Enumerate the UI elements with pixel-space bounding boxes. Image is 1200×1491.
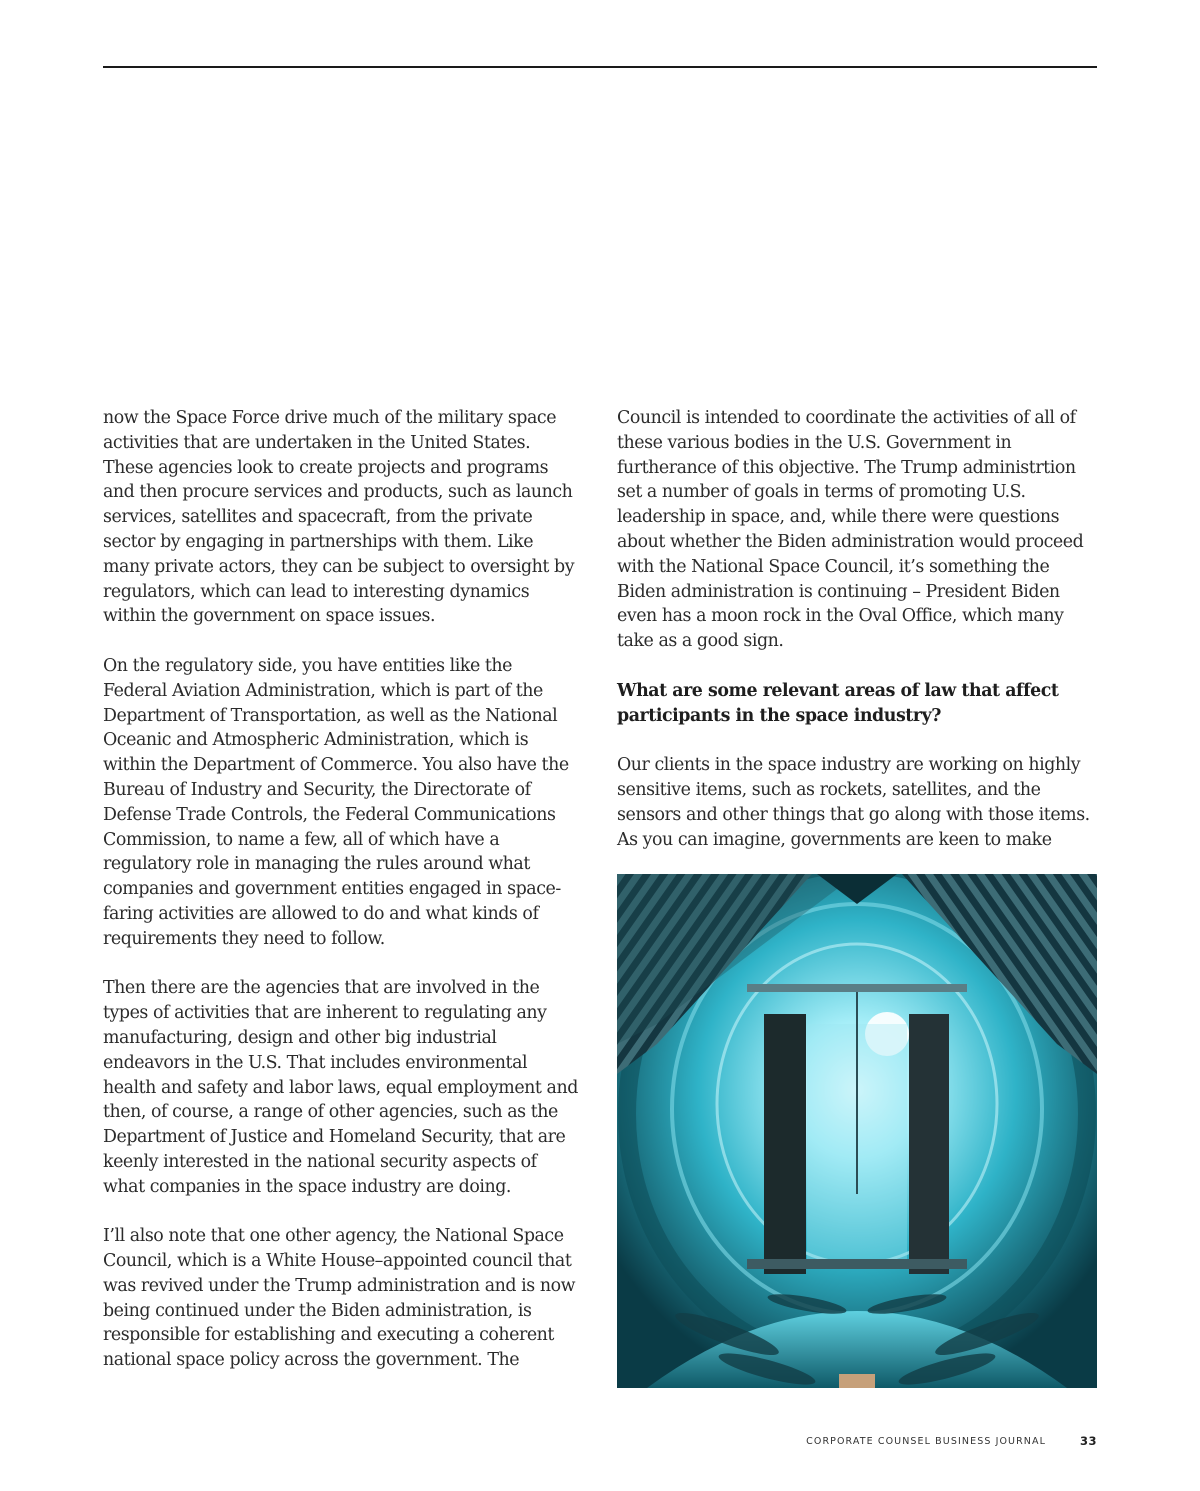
body-paragraph: Then there are the agencies that are involved in the types of activities that are inherent to regulating any manufacturing, design and other big industrial endeavors in the U.S. That includes environmental health and safety and labor laws, equal employment and then, of course, a range of other agencies, such as the Department of Justice and Homeland Security, that are keenly interested in the national security aspects of what companies in the space industry are doing. [103, 978, 578, 1197]
interview-question: What are some relevant areas of law that affect participants in the space industry? [617, 680, 1059, 726]
left-column [103, 406, 579, 1373]
top-rule [103, 66, 1097, 68]
body-paragraph: I’ll also note that one other agency, the National Space Council, which is a White House–appointed council that was revived under the Trump administration and is now being continued under the Biden administration, is responsible for establishing and executing a coherent national space policy across the government. The [103, 1226, 576, 1371]
body-paragraph: now the Space Force drive much of the military space activities that are undertaken in the United States. These agencies look to create projects and programs and then procure services and products, such as launch services, satellites and spacecraft, from the private sector by engaging in partnerships with them. Like many private actors, they can be subject to oversight by regulators, which can lead to interesting dynamics within the government on space issues. [103, 408, 575, 627]
body-paragraph: Council is intended to coordinate the activities of all of these various bodies in the U.S. Government in furtherance of this objective. The Trump administrtion set a number of goals in terms of promoting U.S. leadership in space, and, while there were questions about whether the Biden administration would proceed with the National Space Council, it’s something the Biden administration is continuing – President Biden even has a moon rock in the Oval Office, which many take as a good sign. [617, 408, 1084, 652]
page-number: 33 [1079, 1434, 1097, 1448]
body-paragraph: Our clients in the space industry are working on highly sensitive items, such as rockets, satellites, and the sensors and other things that go along with those items. As you can imagine, governments are keen to make [617, 755, 1090, 850]
right-column [617, 406, 1097, 852]
thermal-vacuum-chamber-photo [617, 874, 1097, 1388]
journal-name: CORPORATE COUNSEL BUSINESS JOURNAL [806, 1436, 1046, 1447]
body-paragraph: On the regulatory side, you have entities like the Federal Aviation Administration, which is part of the Department of Transportation, as well as the National Oceanic and Atmospheric Administration, which is within the Department of Commerce. You also have the Bureau of Industry and Security, the Directorate of Defense Trade Controls, the Federal Communications Commission, to name a few, all of which have a regulatory role in managing the rules around what companies and government entities engaged in space-faring activities are allowed to do and what kinds of requirements they need to follow. [103, 655, 569, 949]
